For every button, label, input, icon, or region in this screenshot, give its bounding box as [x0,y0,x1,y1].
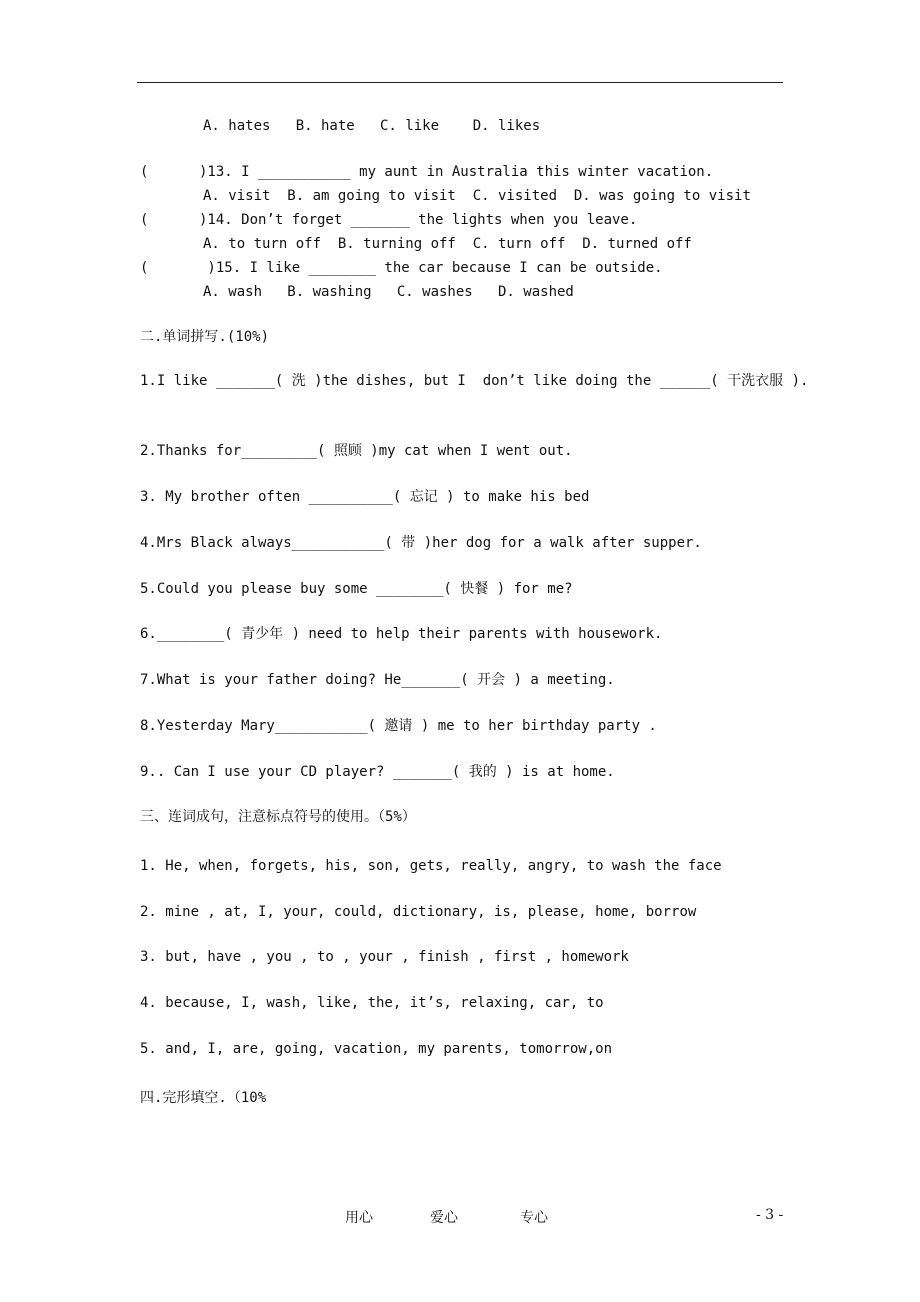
sentence-item-3: 3. but, have , you , to , your , finish , first , homework [140,949,629,965]
q14-stem: ( )14. Don’t forget _______ the lights when you leave. [140,212,638,228]
page-number: - 3 - [756,1207,784,1223]
section3-heading: 三、连词成句，注意标点符号的使用。（5%） [140,809,416,825]
spelling-item-5: 5.Could you please buy some ________( 快餐 ) for me? [140,581,573,597]
footer-word-3: 专心 [520,1210,548,1226]
sentence-item-1: 1. He, when, forgets, his, son, gets, really, angry, to wash the face [140,858,722,874]
spelling-item-8: 8.Yesterday Mary___________( 邀请 ) me to her birthday party . [140,718,657,734]
sentence-item-4: 4. because, I, wash, like, the, it’s, relaxing, car, to [140,995,604,1011]
spelling-item-4: 4.Mrs Black always___________( 带 )her dog for a walk after supper. [140,535,702,551]
section2-heading: 二.单词拼写.(10%) [140,329,270,345]
spelling-item-9: 9.. Can I use your CD player? _______( 我的 ) is at home. [140,764,615,780]
sentence-item-2: 2. mine , at, I, your, could, dictionary, is, please, home, borrow [140,904,697,920]
q13-options: A. visit B. am going to visit C. visited D. was going to visit [203,188,751,204]
spelling-item-2: 2.Thanks for_________( 照顾 )my cat when I went out. [140,443,573,459]
q12-options: A. hates B. hate C. like D. likes [203,118,541,134]
spelling-item-7: 7.What is your father doing? He_______( 开会 ) a meeting. [140,672,615,688]
spelling-item-3: 3. My brother often __________( 忘记 ) to make his bed [140,489,590,505]
q14-options: A. to turn off B. turning off C. turn off D. turned off [203,236,692,252]
header-rule [137,82,783,83]
q15-options: A. wash B. washing C. washes D. washed [203,284,574,300]
spelling-item-1: 1.I like _______( 洗 )the dishes, but I don’t like doing the ______( 干洗衣服 ). [140,373,809,389]
q13-stem: ( )13. I ___________ my aunt in Australia this winter vacation. [140,164,714,180]
footer-word-2: 爱心 [430,1210,458,1226]
q15-stem: ( )15. I like ________ the car because I can be outside. [140,260,663,276]
footer-word-1: 用心 [345,1210,373,1226]
spelling-item-6: 6.________( 青少年 ) need to help their parents with housework. [140,626,663,642]
section4-heading: 四.完形填空.（10% [140,1090,267,1106]
sentence-item-5: 5. and, I, are, going, vacation, my parents, tomorrow,on [140,1041,613,1057]
